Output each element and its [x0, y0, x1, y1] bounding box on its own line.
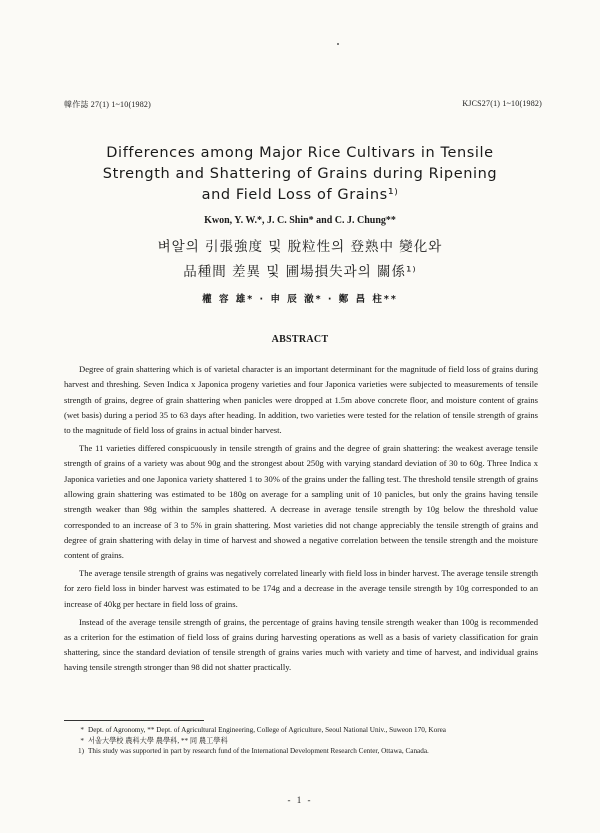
footnotes — [64, 725, 538, 757]
paper-title — [60, 143, 540, 206]
korean-title-line: 벼알의 引張強度 및 脫粒性의 登熟中 變化와 — [157, 239, 443, 255]
abstract-heading: ABSTRACT — [271, 334, 329, 345]
footnote-mark: * — [80, 726, 84, 734]
footnote — [64, 725, 538, 736]
footnote — [64, 746, 538, 757]
footnote-mark: * — [80, 736, 84, 745]
journal-citation-english: KJCS27(1) 1~10(1982) — [462, 99, 542, 108]
korean-title-line: 品種間 差異 및 圃場損失과의 關係¹⁾ — [183, 264, 417, 280]
footnote-text: Dept. of Agronomy, ** Dept. of Agricultural Engineering, College of Agriculture, Seoul National Univ., Suweon 170, Korea — [88, 726, 446, 734]
scan-speck — [337, 43, 339, 45]
abstract-paragraph: The 11 varieties differed conspicuously in tensile strength of grains and the degree of grain shattering: the weakest average tensile strength of grains of a variety was about 90g and the strongest about 250g with varying standard deviation of 30 to 60g. Three Indica x Japonica varieties and one Japonica variety shattered 1 to 30% of the grains under the falling test. The threshold tensile strength of grains allowing grain shattering was estimated to be 180g on average for a sampling unit of 10 panicles, but only the grains having tensile strength weaker than 98g within the samples shattered. A decrease in average tensile strength by 10g below the threshold value corresponded to an increase of 3 to 5% in grain shattering. Most varieties did not change appreciably the tensile strength of grains and degree of grain shattering with delay in time of harvest and showed a negative correlation between the tensile strength and the moisture content of grains. — [64, 443, 538, 561]
footnote-text: This study was supported in part by research fund of the International Development Research Center, Ottawa, Canada. — [88, 747, 429, 756]
abstract-paragraph: Degree of grain shattering which is of varietal character is an important determinant for the magnitude of field loss of grains during harvest and threshing. Seven Indica x Japonica progeny varieties and four Japonica varieties were subjected to measurements of tensile strength of grains, degree of grain shattering when panicles were dropped at 1.5m above concrete floor, and moisture content of grains (wet basis) during a period 35 to 63 days after heading. In addition, two varieties were tested for the relation of tensile strength of grains to the magnitude of field loss of grains in actual binder harvest. — [64, 364, 538, 436]
footnote-mark: 1) — [78, 747, 84, 756]
korean-authors: 權 容 雄* · 申 辰 澈* · 鄭 昌 柱** — [202, 294, 398, 305]
journal-citation-korean: 韓作誌 27(1) 1~10(1982) — [64, 100, 151, 109]
abstract-paragraph: Instead of the average tensile strength of grains, the percentage of grains having tensile strength weaker than 100g is recommended as a criterion for the estimation of field loss of grains during harvesting operations as well as a basis of variety classification for grain shattering, since the standard deviation of tensile strength of grains varies much with variety and time of harvest, and individual grains having tensile strength stronger than 98 did not shatter practically. — [64, 616, 538, 673]
footnote-divider — [64, 720, 204, 721]
page-number: - 1 - — [287, 795, 313, 805]
authors: Kwon, Y. W.*, J. C. Shin* and C. J. Chung** — [204, 215, 396, 226]
title-line: Strength and Shattering of Grains during Ripening — [102, 166, 498, 182]
title-line: Differences among Major Rice Cultivars in Tensile — [106, 145, 494, 161]
abstract-body — [64, 362, 538, 678]
abstract-paragraph: The average tensile strength of grains was negatively correlated linearly with field loss in binder harvest. The average tensile strength for zero field loss in binder harvest was estimated to be 174g and a decrease in the average tensile strength by 10g corresponded to an increase of 40kg per hectare in field loss of grains. — [64, 568, 538, 609]
footnote — [64, 736, 538, 747]
korean-title — [60, 235, 540, 285]
title-line: and Field Loss of Grains¹⁾ — [201, 187, 399, 203]
footnote-text: 서울大學校 農科大學 農學科, ** 同 農工學科 — [88, 736, 228, 745]
